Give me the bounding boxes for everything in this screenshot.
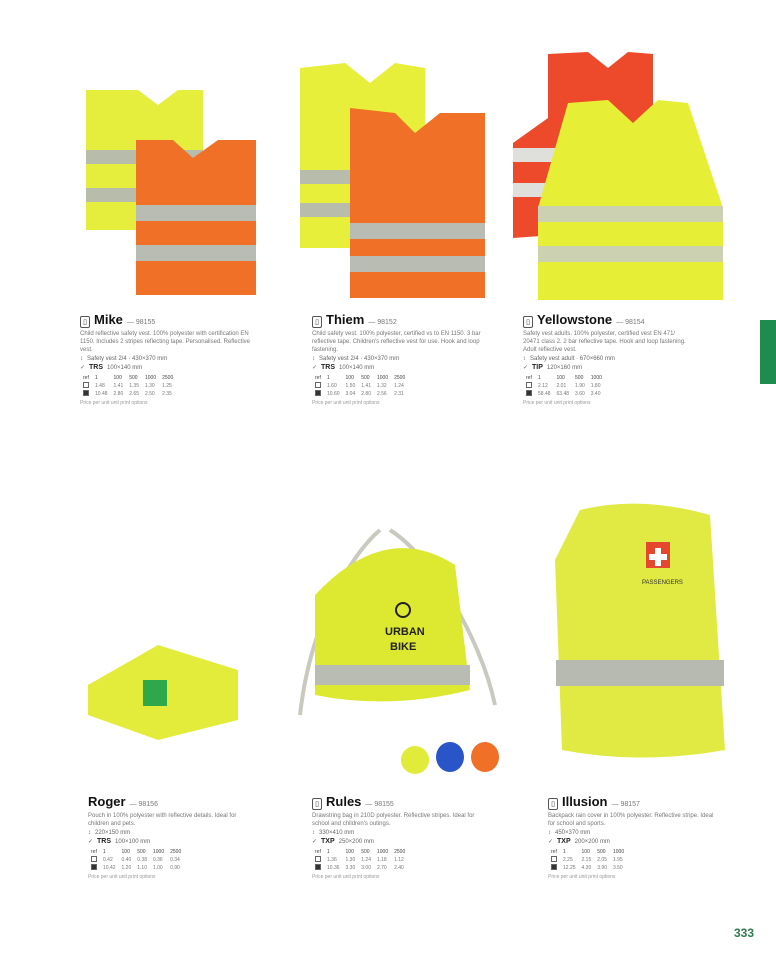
brush-icon: ✓ bbox=[523, 365, 529, 371]
reflective-stripe bbox=[136, 245, 256, 261]
variant-blue bbox=[436, 742, 464, 772]
price-table: ref 1 100 500 1000 2500 1.48 1.41 1.35 1.30 1.25 10.48 2.80 2.65 2.50 2.35 bbox=[80, 374, 176, 398]
brush-icon: ✓ bbox=[548, 839, 554, 845]
print-method: TXP bbox=[321, 838, 335, 845]
print-method: TRS bbox=[89, 364, 104, 371]
ruler-icon: ↕ bbox=[548, 830, 551, 836]
product-name: Rules bbox=[326, 794, 362, 809]
checkbox-icon bbox=[83, 382, 89, 388]
product-size-row bbox=[88, 830, 258, 836]
product-size: Safety vest adult · 670×660 mm bbox=[530, 356, 615, 362]
product-size-row bbox=[312, 356, 482, 362]
print-method: TIP bbox=[532, 364, 543, 371]
product-type-icon: ▯ bbox=[523, 316, 533, 328]
print-method: TRS bbox=[321, 364, 336, 371]
product-code: — 98152 bbox=[368, 319, 397, 326]
table-row: 2.25 2.15 2.05 1.95 bbox=[548, 856, 627, 864]
product-type-icon: ▯ bbox=[312, 798, 322, 810]
product-description: Backpack rain cover in 100% polyester. Reflective stripe. Ideal for school and sports. bbox=[548, 813, 714, 827]
vest-yellow bbox=[538, 100, 723, 300]
price-note: Price per unit unit print options bbox=[88, 874, 156, 880]
checked-icon bbox=[551, 864, 557, 870]
print-method: TXP bbox=[557, 838, 571, 845]
table-row: 2.12 2.01 1.90 1.80 bbox=[523, 382, 605, 390]
table-row: 10.60 3.04 2.80 2.56 2.31 bbox=[312, 390, 408, 398]
reflective-stripe bbox=[556, 660, 724, 686]
checkbox-icon bbox=[551, 856, 557, 862]
product-type-icon: ▯ bbox=[312, 316, 322, 328]
checked-icon bbox=[83, 390, 89, 396]
brush-icon: ✓ bbox=[88, 839, 94, 845]
bag-logo-line2: BIKE bbox=[390, 641, 417, 653]
product-image-rules bbox=[290, 525, 510, 775]
product-code: — 98154 bbox=[616, 319, 645, 326]
cover-logo-text: PASSENGERS bbox=[642, 580, 683, 586]
brush-icon: ✓ bbox=[312, 365, 318, 371]
table-row: 1.60 1.50 1.41 1.32 1.24 bbox=[312, 382, 408, 390]
reflective-stripe bbox=[538, 246, 723, 262]
variant-orange bbox=[471, 742, 499, 772]
checked-icon bbox=[315, 864, 321, 870]
print-method: TRS bbox=[97, 838, 112, 845]
table-row: 10.42 1.20 1.10 1.00 0.90 bbox=[88, 864, 184, 872]
checked-icon bbox=[315, 390, 321, 396]
brush-icon: ✓ bbox=[312, 839, 318, 845]
product-description: Pouch in 100% polyester with reflective details. Ideal for children and pets. bbox=[88, 813, 237, 827]
checkbox-icon bbox=[91, 856, 97, 862]
product-print-row bbox=[88, 838, 258, 845]
print-size: 120×160 mm bbox=[546, 364, 583, 371]
ruler-icon: ↕ bbox=[312, 830, 315, 836]
product-thiem bbox=[312, 312, 482, 406]
variant-yellow bbox=[401, 746, 429, 774]
product-size-row bbox=[312, 830, 482, 836]
ruler-icon: ↕ bbox=[88, 830, 91, 836]
table-row: 12.25 4.30 3.90 3.50 bbox=[548, 864, 627, 872]
product-size: 220×150 mm bbox=[95, 830, 131, 836]
table-row: 1.48 1.41 1.35 1.30 1.25 bbox=[80, 382, 176, 390]
product-code: — 98155 bbox=[126, 319, 156, 326]
product-size-row bbox=[548, 830, 718, 836]
product-type-icon: ▯ bbox=[80, 316, 90, 328]
product-image-illusion bbox=[550, 500, 730, 770]
checked-icon bbox=[91, 864, 97, 870]
product-size-row bbox=[80, 356, 250, 362]
product-illusion bbox=[548, 794, 718, 880]
product-code: — 98157 bbox=[611, 801, 640, 808]
product-type-icon: ▯ bbox=[548, 798, 558, 810]
table-row: 1.36 1.30 1.24 1.18 1.12 bbox=[312, 856, 408, 864]
ruler-icon: ↕ bbox=[523, 356, 526, 362]
pouch-label bbox=[143, 680, 167, 706]
table-row: 10.48 2.80 2.65 2.50 2.35 bbox=[80, 390, 176, 398]
price-table: ref 1 100 500 1000 2.12 2.01 1.90 1.80 58.48 63.48 3.60 3.40 bbox=[523, 374, 605, 398]
product-rules bbox=[312, 794, 482, 880]
product-image-roger bbox=[88, 645, 248, 745]
print-size: 100×100 mm bbox=[115, 838, 151, 845]
price-note: Price per unit unit print options bbox=[523, 400, 591, 406]
reflective-stripe bbox=[350, 256, 485, 272]
product-size-row bbox=[523, 356, 693, 362]
table-row: 10.36 3.30 3.00 2.70 2.40 bbox=[312, 864, 408, 872]
ruler-icon: ↕ bbox=[80, 356, 83, 362]
product-print-row bbox=[523, 364, 693, 371]
product-name: Roger bbox=[88, 794, 126, 809]
brush-icon: ✓ bbox=[80, 365, 86, 371]
product-description: Safety vest adults. 100% polyester, certified vest EN 471/ 20471 class 2. 2 bar reflective tape. Hook and loop fastening. Adult reflective vest. bbox=[523, 331, 686, 353]
print-size: 250×200 mm bbox=[338, 838, 374, 845]
product-name: Thiem bbox=[326, 312, 365, 327]
product-image-mike bbox=[78, 80, 268, 310]
product-yellowstone bbox=[523, 312, 693, 406]
product-print-row bbox=[312, 364, 482, 371]
product-description: Drawstring bag in 210D polyester. Reflective stripes. Ideal for school and children's outings. bbox=[312, 813, 475, 827]
reflective-stripe bbox=[136, 205, 256, 221]
reflective-stripe bbox=[350, 223, 485, 239]
checkbox-icon bbox=[526, 382, 532, 388]
bag-logo-line1: URBAN bbox=[385, 626, 425, 638]
table-row: 0.42 0.40 0.38 0.36 0.34 bbox=[88, 856, 184, 864]
product-size: 450×370 mm bbox=[555, 830, 591, 836]
product-size: Safety vest 2/4 · 430×370 mm bbox=[319, 356, 400, 362]
table-row: 58.48 63.48 3.60 3.40 bbox=[523, 390, 605, 398]
product-size: 330×410 mm bbox=[319, 830, 355, 836]
product-name: Mike bbox=[94, 312, 123, 327]
price-note: Price per unit unit print options bbox=[80, 400, 148, 406]
product-print-row bbox=[548, 838, 718, 845]
price-table: ref 1 100 500 1000 2.25 2.15 2.05 1.95 12.25 4.30 3.90 3.50 bbox=[548, 848, 627, 872]
price-table: ref 1 100 500 1000 2500 1.60 1.50 1.41 1.32 1.24 10.60 3.04 2.80 2.56 2.31 bbox=[312, 374, 408, 398]
print-size: 100×140 mm bbox=[339, 364, 375, 371]
product-size: Safety vest 2/4 · 430×370 mm bbox=[87, 356, 168, 362]
price-table: ref 1 100 500 1000 2500 0.42 0.40 0.38 0.36 0.34 10.42 1.20 1.10 1.00 0.90 bbox=[88, 848, 184, 872]
product-name: Yellowstone bbox=[537, 312, 613, 327]
product-name: Illusion bbox=[562, 794, 608, 809]
checkbox-icon bbox=[315, 856, 321, 862]
print-size: 200×200 mm bbox=[574, 838, 610, 845]
product-code: — 98156 bbox=[129, 801, 158, 808]
price-note: Price per unit unit print options bbox=[548, 874, 616, 880]
product-description: Child safety vest. 100% polyester, certified vs to EN 1150. 3 bar reflective tape. Children's reflective vest for use. Hook and loop fastening. bbox=[312, 331, 481, 353]
reflective-stripe bbox=[538, 206, 723, 222]
product-image-thiem bbox=[295, 58, 495, 308]
page-number: 333 bbox=[733, 926, 754, 940]
reflective-stripe bbox=[315, 665, 470, 685]
backpack-cover bbox=[555, 504, 725, 758]
product-print-row bbox=[80, 364, 250, 371]
product-image-yellowstone bbox=[508, 48, 728, 308]
ruler-icon: ↕ bbox=[312, 356, 315, 362]
price-note: Price per unit unit print options bbox=[312, 400, 380, 406]
product-print-row bbox=[312, 838, 482, 845]
section-tab bbox=[760, 320, 776, 384]
product-code: — 98155 bbox=[365, 801, 394, 808]
checkbox-icon bbox=[315, 382, 321, 388]
price-table: ref 1 100 500 1000 2500 1.36 1.30 1.24 1.18 1.12 10.36 3.30 3.00 2.70 2.40 bbox=[312, 848, 408, 872]
price-note: Price per unit unit print options bbox=[312, 874, 380, 880]
product-mike bbox=[80, 312, 250, 406]
product-description: Child reflective safety vest. 100% polyester with certification EN 1150. Includes 2 stripes reflecting tape. Personalised. Reflective vest. bbox=[80, 331, 250, 353]
product-roger bbox=[88, 794, 258, 880]
print-size: 100×140 mm bbox=[107, 364, 143, 371]
checked-icon bbox=[526, 390, 532, 396]
